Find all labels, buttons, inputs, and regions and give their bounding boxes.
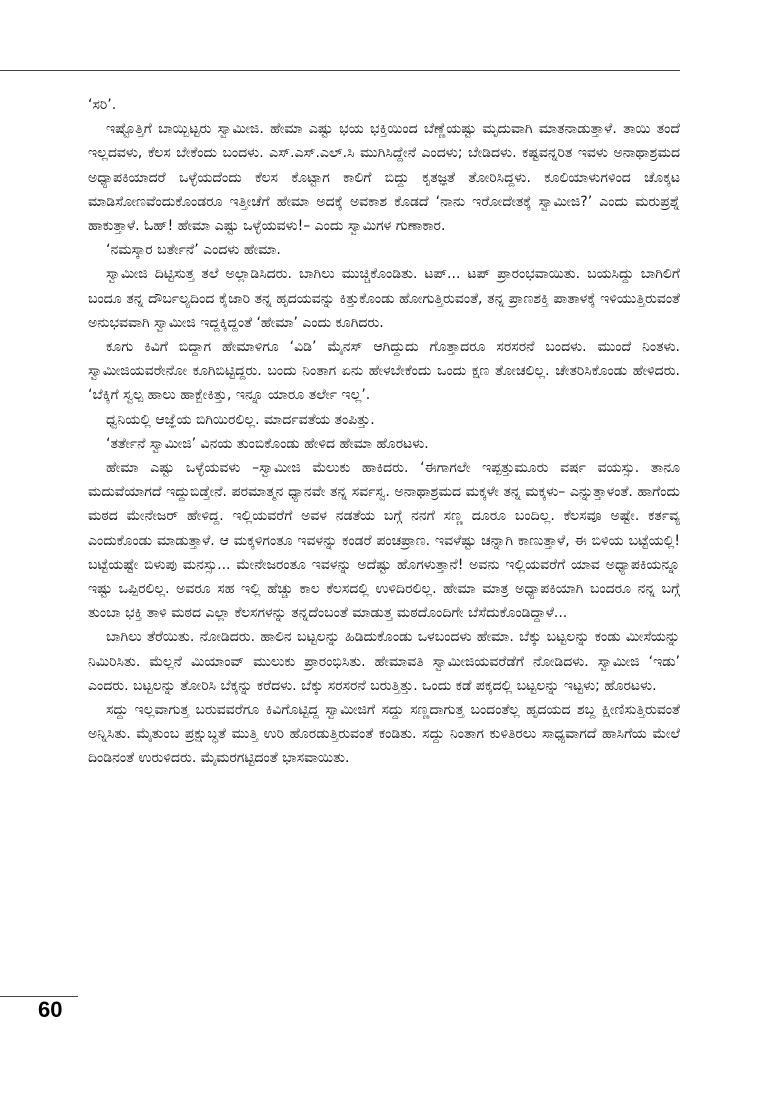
paragraph: ಸದ್ದು ಇಲ್ಲವಾಗುತ್ತ ಬರುವವರೆಗೂ ಕಿವಿಗೊಟ್ಟಿದ್ದ ಸ್ವಾಮೀಜಿಗೆ ಸದ್ದು ಸಣ್ಣದಾಗುತ್ತ ಬಂದಂತೆಲ್ಲ ಹೃದಯದ ಶಬ್ದ ಕ್ಷೀಣಿಸುತ್ತಿರುವಂತೆ ಅನ್ನಿಸಿತು. ಮೈತುಂಬ ಪ್ರಕ್ಷುಬ್ಧತೆ ಮುತ್ತಿ ಉರಿ ಹೊರಡುತ್ತಿರುವಂತೆ ಕಂಡಿತು. ಸದ್ದು ನಿಂತಾಗ ಕುಳಿತಿರಲು ಸಾಧ್ಯವಾಗದೆ ಹಾಸಿಗೆಯ ಮೇಲೆ ದಿಂಡಿನಂತೆ ಉರುಳಿದರು. ಮೈಮರಗಟ್ಟಿದಂತೆ ಭಾಸವಾಯಿತು. xyxy=(88,702,680,767)
page-number: 60 xyxy=(38,997,63,1022)
paragraph: ‘ಸರಿ’. xyxy=(88,97,117,113)
paragraph: ಹೇಮಾ ಎಷ್ಟು ಒಳ್ಳೆಯವಳು –ಸ್ವಾಮೀಜಿ ಮೆಲುಕು ಹಾಕಿದರು. ‘ಈಗಾಗಲೇ ಇಪ್ಪತ್ತುಮೂರು ವರ್ಷ ವಯಸ್ಸು. ತಾನೂ ಮದುವೆಯಾಗದೆ ಇದ್ದುಬಿಡ್ತೇನೆ. ಪರಮಾತ್ಮನ ಧ್ಯಾನವೇ ತನ್ನ ಸರ್ವಸ್ವ. ಅನಾಥಾಶ್ರಮದ ಮಕ್ಕಳೇ ತನ್ನ ಮಕ್ಕಳು– ಎನ್ನುತ್ತಾಳಂತೆ. ಹಾಗೆಂದು ಮಠದ ಮೇನೇಜರ್ ಹೇಳಿದ್ದ. ಇಲ್ಲಿಯವರೆಗೆ ಅವಳ ನಡತೆಯ ಬಗ್ಗೆ ನನಗೆ ಸಣ್ಣ ದೂರೂ ಬಂದಿಲ್ಲ. ಕೆಲಸವೂ ಅಷ್ಟೇ. ಕರ್ತವ್ಯ ಎಂದುಕೊಂಡು ಮಾಡುತ್ತಾಳೆ. ಆ ಮಕ್ಕಳಿಗಂತೂ ಇವಳನ್ನು ಕಂಡರೆ ಪಂಚಪ್ರಾಣ. ಇವಳೆಷ್ಟು ಚನ್ನಾಗಿ ಕಾಣುತ್ತಾಳೆ, ಈ ಬಿಳಿಯ ಬಟ್ಟೆಯಲ್ಲಿ! ಬಟ್ಟೆಯಷ್ಟೇ ಬಿಳುಪು ಮನಸ್ಸು... ಮೇನೇಜರಂತೂ ಇವಳನ್ನು ಅದೆಷ್ಟು ಹೊಗಳುತ್ತಾನೆ! ಅವನು ಇಲ್ಲಿಯವರೆಗೆ ಯಾವ ಅಧ್ಯಾಪಕಿಯನ್ನೂ ಇಷ್ಟು ಒಪ್ಪಿರಲಿಲ್ಲ. ಅವರೂ ಸಹ ಇಲ್ಲಿ ಹೆಚ್ಚು ಕಾಲ ಕೆಲಸದಲ್ಲಿ ಉಳಿದಿರಲಿಲ್ಲ. ಹೇಮಾ ಮಾತ್ರ ಅಧ್ಯಾಪಕಿಯಾಗಿ ಬಂದರೂ ನನ್ನ ಬಗ್ಗೆ ತುಂಬಾ ಭಕ್ತಿ ತಾಳಿ ಮಠದ ಎಲ್ಲಾ ಕೆಲಸಗಳನ್ನು ತನ್ನದೆಂಬಂತೆ ಮಾಡುತ್ತ ಮಠದೊಂದಿಗೇ ಬೆಸೆದುಕೊಂಡಿದ್ದಾಳೆ... xyxy=(88,460,680,622)
paragraph: ‘ನಮಸ್ಕಾರ ಬರ್ತೇನೆ’ ಎಂದಳು ಹೇಮಾ. xyxy=(106,242,281,259)
paragraph: ಬಾಗಿಲು ತೆರೆಯಿತು. ನೋಡಿದರು. ಹಾಲಿನ ಬಟ್ಟಲನ್ನು ಹಿಡಿದುಕೊಂಡು ಒಳಬಂದಳು ಹೇಮಾ. ಬೆಕ್ಕು ಬಟ್ಟಲನ್ನು ಕಂಡು ಮೀಸೆಯನ್ನು ನಿಮಿರಿಸಿತು. ಮೆಲ್ಲನೆ ಮಿಯಾಂವ್ ಮುಲುಕು ಪ್ರಾರಂಭಿಸಿತು. ಹೇಮಾವತಿ ಸ್ವಾಮೀಜಿಯವರೆಡೆಗೆ ನೋಡಿದಳು. ಸ್ವಾಮೀಜಿ ‘ಇಡು’ ಎಂದರು. ಬಟ್ಟಲನ್ನು ತೋರಿಸಿ ಬೆಕ್ಕನ್ನು ಕರೆದಳು. ಬೆಕ್ಕು ಸರಸರನೆ ಬರುತ್ತಿತ್ತು. ಒಂದು ಕಡೆ ಪಕ್ಕದಲ್ಲಿ ಬಟ್ಟಲನ್ನು ಇಟ್ಟಳು; ಹೊರಟಳು. xyxy=(88,629,680,694)
paragraph: ‘ತರ್ತೇನೆ ಸ್ವಾಮೀಜಿ’ ವಿನಯ ತುಂಬಿಕೊಂಡು ಹೇಳಿದ ಹೇಮಾ ಹೊರಟಳು. xyxy=(106,435,429,452)
paragraph: ಇಷ್ಟೊತ್ತಿಗೆ ಬಾಯ್ಬಿಟ್ಟರು ಸ್ವಾಮೀಜಿ. ಹೇಮಾ ಎಷ್ಟು ಭಯ ಭಕ್ತಿಯಿಂದ ಬೆಣ್ಣೆಯಷ್ಟು ಮೃದುವಾಗಿ ಮಾತನಾಡುತ್ತಾಳೆ. ತಾಯಿ ತಂದೆ ಇಲ್ಲದವಳು, ಕೆಲಸ ಬೇಕೆಂದು ಬಂದಳು. ಎಸ್.ಎಸ್.ಎಲ್.ಸಿ ಮುಗಿಸಿದ್ದೇನೆ ಎಂದಳು; ಬೇಡಿದಳು. ಕಷ್ಟವನ್ನರಿತ ಇವಳು ಅನಾಥಾಶ್ರಮದ ಅಧ್ಯಾಪಕಿಯಾದರೆ ಒಳ್ಳೆಯದೆಂದು ಕೆಲಸ ಕೊಟ್ಟಾಗ ಕಾಲಿಗೆ ಬಿದ್ದು ಕೃತಜ್ಞತೆ ತೋರಿಸಿದ್ದಳು. ಕೂಲಿಯಾಳುಗಳಿಂದ ಚೊಕ್ಕಟ ಮಾಡಿಸೋಣವೆಂದುಕೊಂಡರೂ ಇತ್ತೀಚೆಗೆ ಹೇಮಾ ಅದಕ್ಕೆ ಅವಕಾಶ ಕೊಡದೆ ‘ನಾನು ಇರೋದೇತಕ್ಕೆ ಸ್ವಾಮೀಜಿ?’ ಎಂದು ಮರುಪ್ರಶ್ನೆ ಹಾಕುತ್ತಾಳೆ. ಓಹ್! ಹೇಮಾ ಎಷ್ಟು ಒಳ್ಳೆಯವಳು!– ಎಂದು ಸ್ವಾಮಿಗಳ ಗುಣಾಕಾರ. xyxy=(88,121,680,235)
paragraph: ಕೂಗು ಕಿವಿಗೆ ಬಿದ್ದಾಗ ಹೇಮಾಳಿಗೂ ‘ವಿಡಿ’ ಮೈನಸ್ ಆಗಿದ್ದುದು ಗೊತ್ತಾದರೂ ಸರಸರನೆ ಬಂದಳು. ಮುಂದೆ ನಿಂತಳು. ಸ್ವಾಮೀಜಿಯವರೇನೋ ಕೂಗಿಬಿಟ್ಟಿದ್ದರು. ಬಂದು ನಿಂತಾಗ ಏನು ಹೇಳಬೇಕೆಂದು ಒಂದು ಕ್ಷಣ ತೋಚಲಿಲ್ಲ. ಚೇತರಿಸಿಕೊಂಡು ಹೇಳಿದರು. ‘ಬೆಕ್ಕಿಗೆ ಸ್ವಲ್ಪ ಹಾಲು ಹಾಕ್ಬೇಕಿತ್ತು, ಇನ್ನೂ ಯಾರೂ ತರ್ಲೇ ಇಲ್ಲ’. xyxy=(88,339,680,404)
body-text xyxy=(88,93,680,771)
paragraph: ಧ್ವನಿಯಲ್ಲಿ ಆಜ್ಞೆಯ ಬಿಗಿಯಿರಲಿಲ್ಲ. ಮಾರ್ದವತೆಯ ತಂಪಿತ್ತು. xyxy=(106,411,375,428)
header-rule xyxy=(0,70,680,71)
paragraph: ಸ್ವಾಮೀಜಿ ದಿಟ್ಟಿಸುತ್ತ ತಲೆ ಅಲ್ಲಾಡಿಸಿದರು. ಬಾಗಿಲು ಮುಚ್ಚಿಕೊಂಡಿತು. ಟಪ್... ಟಪ್ ಪ್ರಾರಂಭವಾಯಿತು. ಬಯಸಿದ್ದು ಬಾಗಿಲಿಗೆ ಬಂದೂ ತನ್ನ ದೌರ್ಬಲ್ಯದಿಂದ ಕೈಜಾರಿ ತನ್ನ ಹೃದಯವನ್ನು ಕಿತ್ತುಕೊಂಡು ಹೋಗುತ್ತಿರುವಂತೆ, ತನ್ನ ಪ್ರಾಣಶಕ್ತಿ ಪಾತಾಳಕ್ಕೆ ಇಳಿಯುತ್ತಿರುವಂತೆ ಅನುಭವವಾಗಿ ಸ್ವಾಮೀಜಿ ಇದ್ದಕ್ಕಿದ್ದಂತೆ ‘ಹೇಮಾ’ ಎಂದು ಕೂಗಿದರು. xyxy=(88,266,680,331)
